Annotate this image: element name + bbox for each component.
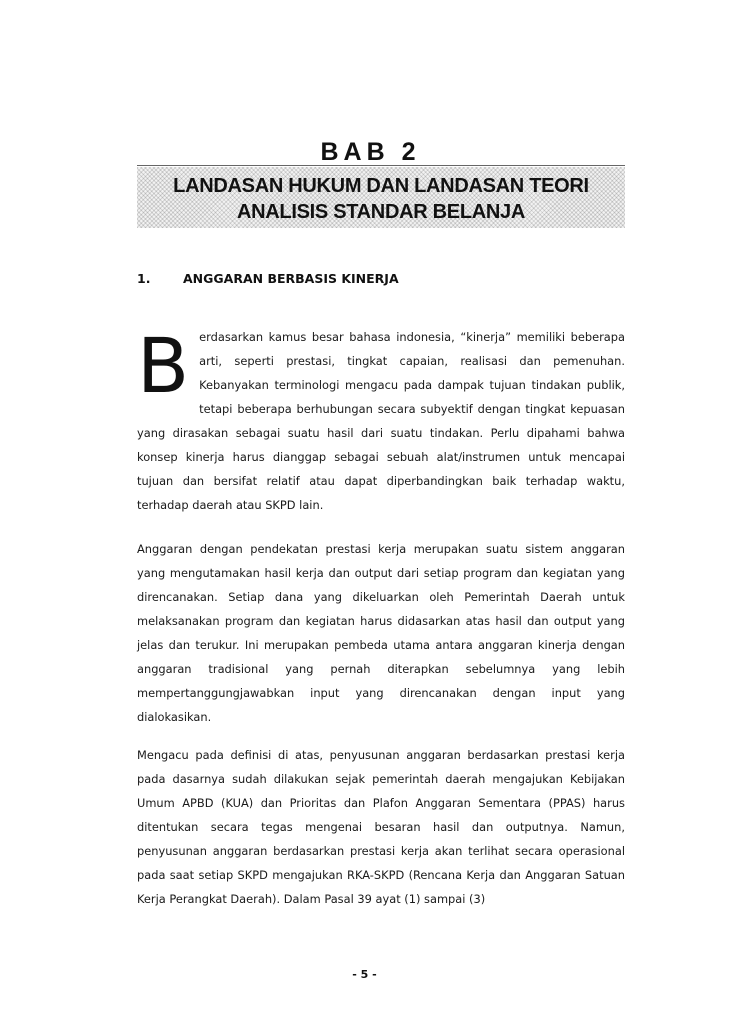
paragraph-2: Anggaran dengan pendekatan prestasi kerja merupakan suatu sistem anggaran yang mengutamakan hasil kerja dan output dari setiap program dan kegiatan yang direncanakan. Setiap dana yang dikeluarkan oleh Pemerintah Daerah untuk melaksanakan program dan kegiatan harus didasarkan atas hasil dan output yang jelas dan terukur. Ini merupakan pembeda utama antara anggaran kinerja dengan anggaran tradisional yang pernah diterapkan sebelumnya yang lebih mempertanggungjawabkan input yang direncanakan dengan input yang dialokasikan. [137,542,625,724]
drop-cap: B [137,321,190,410]
section-title: ANGGARAN BERBASIS KINERJA [183,271,399,286]
chapter-label: BAB 2 [320,138,421,166]
paragraph-3: Mengacu pada definisi di atas, penyusunan anggaran berdasarkan prestasi kerja pada dasarnya sudah dilakukan sejak pemerintah daerah mengajukan Kebijakan Umum APBD (KUA) dan Prioritas dan Plafon Anggaran Sementara (PPAS) harus ditentukan secara tegas mengenai besaran hasil dan outputnya. Namun, penyusunan anggaran berdasarkan prestasi kerja akan terlihat secara operasional pada saat setiap SKPD mengajukan RKA-SKPD (Rencana Kerja dan Anggaran Satuan Kerja Perangkat Daerah). Dalam Pasal 39 ayat (1) sampai (3) [137,748,625,906]
paragraph-1-text: erdasarkan kamus besar bahasa indonesia, “kinerja” memiliki beberapa arti, seperti prestasi, tingkat capaian, realisasi dan pemenuhan. Kebanyakan terminologi mengacu pada dampak tujuan tindakan publik, tetapi beberapa berhubungan secara subyektif dengan tingkat kepuasan yang dirasakan sebagai suatu hasil dari suatu tindakan. Perlu dipahami bahwa konsep kinerja harus dianggap sebagai sebuah alat/instrumen untuk mencapai tujuan dan bersifat relatif atau dapat diperbandingkan baik terhadap waktu, terhadap daerah atau SKPD lain. [137,330,625,512]
chapter-title-line-1: LANDASAN HUKUM DAN LANDASAN TEORI [173,175,589,197]
section-heading [137,271,399,286]
paragraph-1 [137,321,625,517]
chapter-title-block [137,167,625,228]
page-number: - 5 - [352,968,377,981]
chapter-divider [137,165,625,166]
section-number: 1. [137,271,151,286]
chapter-title-line-2: ANALISIS STANDAR BELANJA [237,201,525,223]
